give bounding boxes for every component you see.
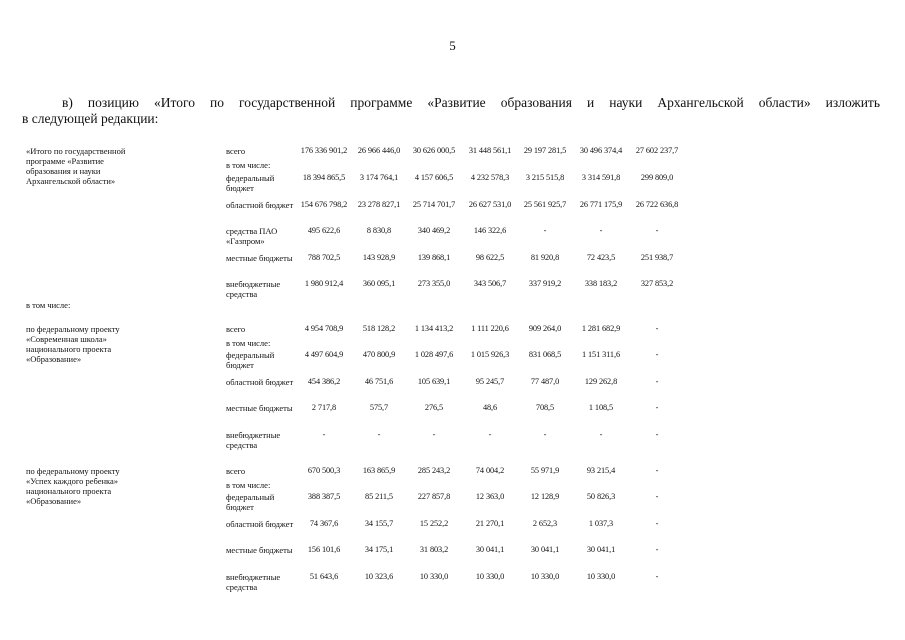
amount-cell: 105 639,1 xyxy=(417,377,451,386)
amount-cell: 3 314 591,8 xyxy=(581,173,621,182)
amount-cell: 10 330,0 xyxy=(586,572,616,581)
funding-row xyxy=(0,492,905,514)
amount-cell: 139 868,1 xyxy=(417,253,451,262)
amount-cell: 327 853,2 xyxy=(640,279,674,288)
amount-cell: 30 496 374,4 xyxy=(579,146,623,155)
amount-cell: 1 281 682,9 xyxy=(581,324,621,333)
funding-source-label: всего xyxy=(226,466,246,476)
amount-cell: 81 920,8 xyxy=(530,253,560,262)
amount-cell: 1 134 413,2 xyxy=(414,324,454,333)
amount-cell: 10 330,0 xyxy=(475,572,505,581)
amount-cell: 85 211,5 xyxy=(365,492,393,501)
amount-cell: 2 652,3 xyxy=(532,519,558,528)
amount-cell: 143 928,9 xyxy=(362,253,396,262)
funding-row xyxy=(0,572,905,594)
amount-cell: 25 714 701,7 xyxy=(412,200,456,209)
amount-cell: 12 363,0 xyxy=(475,492,505,501)
amount-cell: 55 971,9 xyxy=(530,466,560,475)
funding-row xyxy=(0,226,905,248)
amount-cell: 360 095,1 xyxy=(362,279,396,288)
program-title: по федеральному проекту «Современная школа» национального проекта «Образование» xyxy=(26,324,120,364)
funding-source-label: местные бюджеты xyxy=(226,403,293,413)
amount-cell: 1 028 497,6 xyxy=(414,350,454,359)
amount-cell: 72 423,5 xyxy=(586,253,616,262)
funding-source-label: федеральный бюджет xyxy=(226,350,275,370)
funding-row xyxy=(0,377,905,399)
amount-cell: 788 702,5 xyxy=(307,253,341,262)
amount-cell: 50 826,3 xyxy=(586,492,616,501)
funding-source-label: внебюджетные средства xyxy=(226,279,281,299)
funding-row xyxy=(0,430,905,452)
funding-source-label: в том числе: xyxy=(226,338,271,348)
included-note: в том числе: xyxy=(26,300,71,310)
amount-cell: 1 015 926,3 xyxy=(470,350,510,359)
amount-cell: 470 800,9 xyxy=(362,350,396,359)
amount-cell: 495 622,6 xyxy=(307,226,341,235)
amount-cell: - xyxy=(543,226,547,235)
amount-cell: 10 330,0 xyxy=(530,572,560,581)
amount-cell: 337 919,2 xyxy=(528,279,562,288)
amount-cell: - xyxy=(655,403,659,412)
amount-cell: 340 469,2 xyxy=(417,226,451,235)
amount-cell: 46 751,6 xyxy=(364,377,394,386)
amount-cell: 163 865,9 xyxy=(362,466,396,475)
amount-cell: 276,5 xyxy=(424,403,444,412)
amount-cell: 93 215,4 xyxy=(586,466,616,475)
funding-source-label: областной бюджет xyxy=(226,200,294,210)
amount-cell: - xyxy=(599,430,603,439)
amount-cell: 4 232 578,3 xyxy=(470,173,510,182)
amount-cell: 10 330,0 xyxy=(419,572,449,581)
amount-cell: - xyxy=(432,430,436,439)
funding-row xyxy=(0,545,905,567)
amount-cell: 30 626 000,5 xyxy=(412,146,456,155)
funding-row xyxy=(0,519,905,541)
amount-cell: 129 262,8 xyxy=(584,377,618,386)
amount-cell: - xyxy=(655,572,659,581)
amount-cell: - xyxy=(655,324,659,333)
amount-cell: 30 041,1 xyxy=(586,545,616,554)
funding-source-label: областной бюджет xyxy=(226,377,294,387)
amount-cell: - xyxy=(655,466,659,475)
amount-cell: 299 809,0 xyxy=(640,173,674,182)
funding-source-label: местные бюджеты xyxy=(226,253,293,263)
amount-cell: 10 323,6 xyxy=(364,572,394,581)
amount-cell: 15 252,2 xyxy=(419,519,449,528)
funding-source-label: федеральный бюджет xyxy=(226,173,275,193)
program-title: по федеральному проекту «Успех каждого ребенка» национального проекта «Образование» xyxy=(26,466,120,506)
amount-cell: - xyxy=(655,519,659,528)
amount-cell: 454 386,2 xyxy=(307,377,341,386)
funding-row xyxy=(0,253,905,275)
amount-cell: 1 980 912,4 xyxy=(304,279,344,288)
amount-cell: 26 627 531,0 xyxy=(468,200,512,209)
amount-cell: 29 197 281,5 xyxy=(523,146,567,155)
amount-cell: 26 722 636,8 xyxy=(635,200,679,209)
amount-cell: 1 151 311,6 xyxy=(581,350,620,359)
amount-cell: 34 175,1 xyxy=(364,545,394,554)
intro-line-1: в) позицию «Итого по государственной программе «Развитие образования и науки Архангельской области» изложить xyxy=(62,95,880,110)
amount-cell: 2 717,8 xyxy=(311,403,337,412)
amount-cell: - xyxy=(655,545,659,554)
amount-cell: 77 487,0 xyxy=(530,377,560,386)
amount-cell: 27 602 237,7 xyxy=(635,146,679,155)
amount-cell: 21 270,1 xyxy=(475,519,505,528)
amount-cell: 18 394 865,5 xyxy=(302,173,346,182)
amount-cell: - xyxy=(655,226,659,235)
amount-cell: 4 954 708,9 xyxy=(304,324,344,333)
amount-cell: 23 278 827,1 xyxy=(357,200,401,209)
amount-cell: 25 561 925,7 xyxy=(523,200,567,209)
funding-source-label: внебюджетные средства xyxy=(226,572,281,592)
funding-row xyxy=(0,200,905,222)
amount-cell: 388 387,5 xyxy=(307,492,341,501)
amount-cell: - xyxy=(543,430,547,439)
program-title: «Итого по государственной программе «Развитие образования и науки Архангельской области» xyxy=(26,146,126,186)
amount-cell: - xyxy=(322,430,326,439)
funding-row xyxy=(0,279,905,301)
funding-row xyxy=(0,403,905,425)
funding-source-label: местные бюджеты xyxy=(226,545,293,555)
amount-cell: - xyxy=(655,492,659,501)
amount-cell: 338 183,2 xyxy=(584,279,618,288)
amount-cell: 154 676 798,2 xyxy=(300,200,348,209)
amount-cell: 227 857,8 xyxy=(417,492,451,501)
funding-source-label: областной бюджет xyxy=(226,519,294,529)
amount-cell: 3 215 515,8 xyxy=(525,173,565,182)
amount-cell: 343 506,7 xyxy=(473,279,507,288)
funding-row xyxy=(0,350,905,372)
amount-cell: 1 037,3 xyxy=(588,519,614,528)
funding-source-label: в том числе: xyxy=(226,480,271,490)
amount-cell: - xyxy=(655,350,659,359)
amount-cell: 26 771 175,9 xyxy=(579,200,623,209)
amount-cell: 176 336 901,2 xyxy=(300,146,348,155)
amount-cell: 285 243,2 xyxy=(417,466,451,475)
funding-source-label: всего xyxy=(226,146,246,156)
amount-cell: 31 448 561,1 xyxy=(468,146,512,155)
amount-cell: 30 041,1 xyxy=(530,545,560,554)
amount-cell: 831 068,5 xyxy=(528,350,562,359)
amount-cell: 146 322,6 xyxy=(473,226,507,235)
amount-cell: 156 101,6 xyxy=(307,545,341,554)
funding-row xyxy=(0,173,905,195)
amount-cell: 518 128,2 xyxy=(362,324,396,333)
intro-paragraph xyxy=(22,95,880,127)
amount-cell: 708,5 xyxy=(535,403,555,412)
amount-cell: 575,7 xyxy=(369,403,389,412)
amount-cell: 12 128,9 xyxy=(530,492,560,501)
funding-source-label: федеральный бюджет xyxy=(226,492,275,512)
funding-source-label: внебюджетные средства xyxy=(226,430,281,450)
funding-source-label: средства ПАО «Газпром» xyxy=(226,226,278,246)
amount-cell: - xyxy=(655,430,659,439)
amount-cell: 273 355,0 xyxy=(417,279,451,288)
page-number: 5 xyxy=(449,38,456,53)
amount-cell: 30 041,1 xyxy=(475,545,505,554)
intro-line-2: в следующей редакции: xyxy=(22,111,159,126)
funding-source-label: всего xyxy=(226,324,246,334)
amount-cell: 95 245,7 xyxy=(475,377,505,386)
amount-cell: 31 803,2 xyxy=(419,545,449,554)
amount-cell: 26 966 446,0 xyxy=(357,146,401,155)
amount-cell: - xyxy=(655,377,659,386)
amount-cell: 4 497 604,9 xyxy=(304,350,344,359)
amount-cell: 51 643,6 xyxy=(309,572,339,581)
amount-cell: - xyxy=(599,226,603,235)
funding-source-label: в том числе: xyxy=(226,160,271,170)
amount-cell: 909 264,0 xyxy=(528,324,562,333)
amount-cell: 74 004,2 xyxy=(475,466,505,475)
amount-cell: - xyxy=(488,430,492,439)
amount-cell: 8 830,8 xyxy=(366,226,392,235)
amount-cell: 251 938,7 xyxy=(640,253,674,262)
amount-cell: 74 367,6 xyxy=(309,519,339,528)
amount-cell: 1 108,5 xyxy=(588,403,614,412)
amount-cell: 4 157 606,5 xyxy=(414,173,454,182)
amount-cell: 3 174 764,1 xyxy=(359,173,399,182)
amount-cell: 98 622,5 xyxy=(475,253,505,262)
amount-cell: 48,6 xyxy=(482,403,498,412)
amount-cell: 670 500,3 xyxy=(307,466,341,475)
amount-cell: - xyxy=(377,430,381,439)
amount-cell: 1 111 220,6 xyxy=(471,324,509,333)
amount-cell: 34 155,7 xyxy=(364,519,394,528)
